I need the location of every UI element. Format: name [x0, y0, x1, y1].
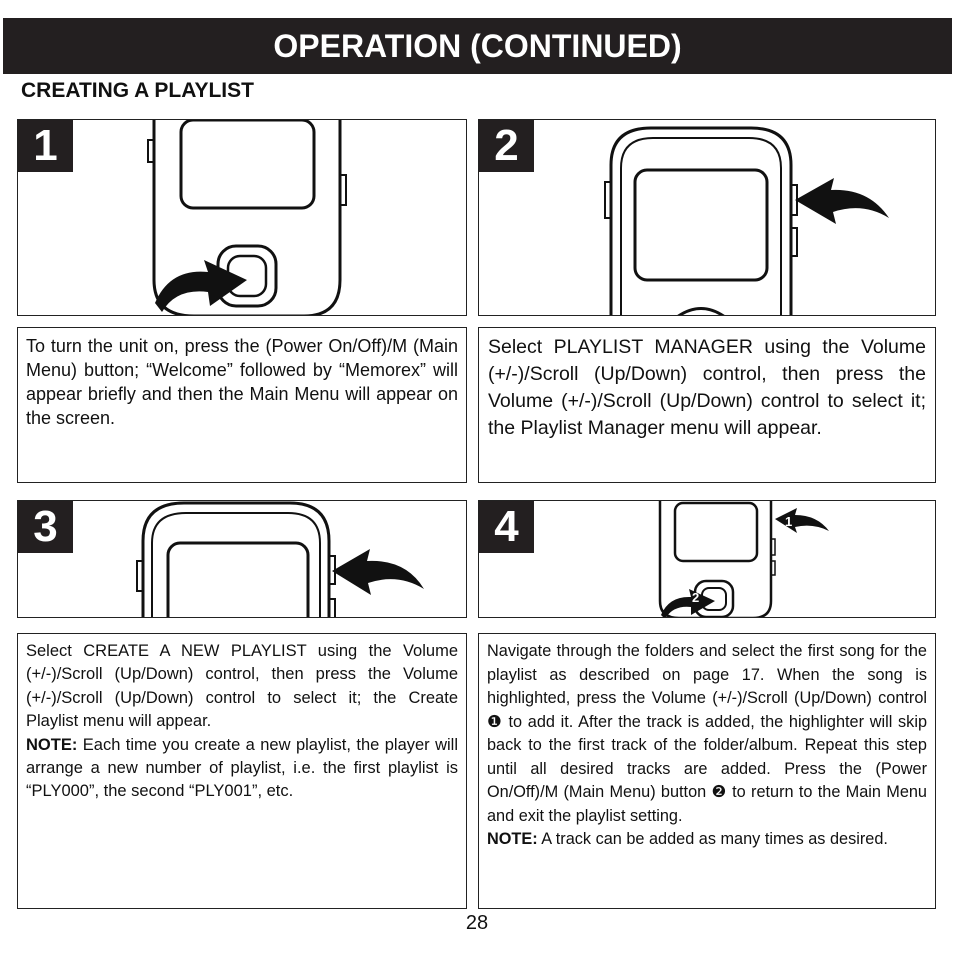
step-3-illustration — [17, 500, 467, 618]
step-2-illustration — [478, 119, 936, 316]
step-4-illustration — [478, 500, 936, 618]
page-number: 28 — [465, 912, 489, 934]
step-1-text — [17, 327, 467, 483]
step-3-note-text: Each time you create a new playlist, the player will arrange a new number of playlist, i.e. the first playlist is “PLY000”, the second “PLY001”, etc. — [26, 735, 458, 801]
player-power-button-illustration — [18, 120, 467, 316]
step-4-note-text: A track can be added as many times as desired. — [537, 830, 888, 848]
step-number-4: 4 — [479, 501, 534, 553]
step-4-text — [478, 633, 936, 909]
step-4-note-label: NOTE: — [487, 830, 538, 848]
callout-1-label: 1 — [785, 514, 793, 529]
step-3-note-label: NOTE: — [26, 735, 78, 754]
player-add-track-illustration — [479, 501, 936, 618]
step-1-illustration — [17, 119, 467, 316]
step-3-description: Select CREATE A NEW PLAYLIST using the Volume (+/-)/Scroll (Up/Down) control, then press the Volume (+/-)/Scroll (Up/Down) control to select it; the Create Playlist menu will appear. — [26, 642, 458, 731]
section-title: CREATING A PLAYLIST — [21, 79, 254, 102]
step-number-2: 2 — [479, 120, 534, 172]
page-header: OPERATION (CONTINUED) — [3, 18, 952, 74]
step-3-text — [17, 633, 467, 909]
callout-2-label: 2 — [692, 590, 700, 605]
player-scroll-control-illustration — [479, 120, 936, 316]
step-2-description: Select PLAYLIST MANAGER using the Volume (+/-)/Scroll (Up/Down) control, then press the Volume (+/-)/Scroll (Up/Down) control to select it; the Playlist Manager menu will appear. — [488, 336, 926, 439]
step-number-1: 1 — [18, 120, 73, 172]
step-3-note — [26, 734, 458, 804]
step-number-3: 3 — [18, 501, 73, 553]
step-2-text — [478, 327, 936, 483]
step-1-description: To turn the unit on, press the (Power On/Off)/M (Main Menu) button; “Welcome” followed by “Memorex” will appear briefly and then the Main Menu will appear on the screen. — [26, 336, 458, 428]
player-select-illustration — [18, 501, 467, 618]
step-4-note — [487, 828, 927, 852]
step-4-description: Navigate through the folders and select the first song for the playlist as described on page 17. When the song is highlighted, press the Volume (+/-)/Scroll (Up/Down) control ❶ to add it. After the track is added, the highlighter will skip back to the first track of the folder/album. Repeat this step until all desired tracks are added. Press the (Power On/Off)/M (Main Menu) button ❷ to return to the Main Menu and exit the playlist setting. — [487, 642, 927, 825]
